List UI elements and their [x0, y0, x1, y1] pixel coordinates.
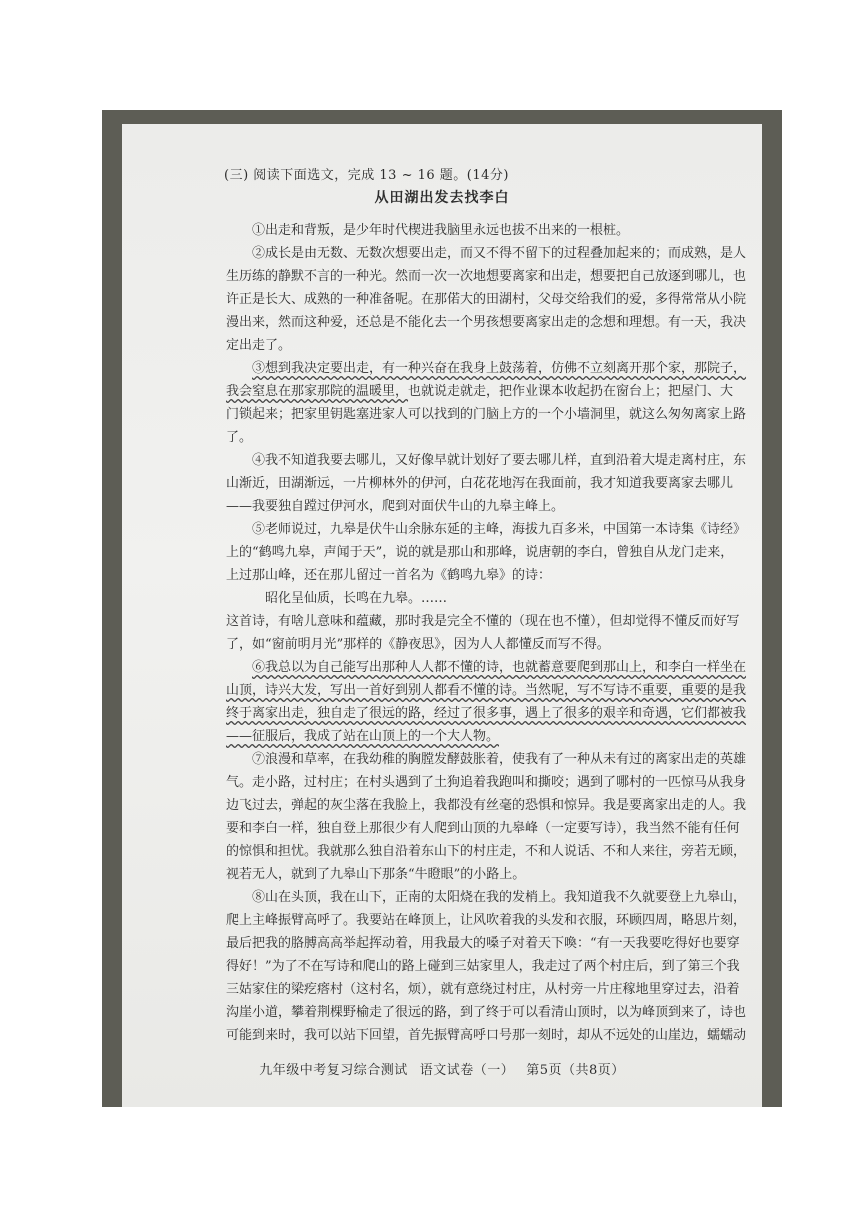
article-body [226, 219, 746, 1047]
photo-backdrop [102, 110, 782, 1107]
footer-subject: 语文试卷（一） [419, 1063, 515, 1078]
underlined-sentence-6: ⑥我总以为自己能写出那种人人都不懂的诗，也就蓄意要爬到那山上，和李白一样坐在山顶，诗兴大发，写出一首好到别人都看不懂的诗。当然呢，写不写诗不重要，重要的是我终于离家出走，独自走了很远的路，经过了很多事，遇上了很多的艰辛和奇遇，它们都被我——征服后，我成了站在山顶上的一个大人物。 [226, 660, 747, 744]
paragraph-5-continued: 这首诗，有啥儿意味和蕴藏，那时我是完全不懂的（现在也不懂），但却觉得不懂反而好写了，如“窗前明月光”那样的《静夜思》，因为人人都懂反而写不得。 [226, 614, 740, 652]
paragraph-8: ⑧山在头顶，我在山下，正南的太阳烧在我的发梢上。我知道我不久就要登上九皋山，爬上主峰振臂高呼了。我要站在峰顶上，让风吹着我的头发和衣服，环顾四周，略思片刻，最后把我的胳膊高高举起挥动着，用我最大的嗓子对着天下喚：“有一天我要吃得好也要穿得好！”为了不在写诗和爬山的路上碰到三姑家里人，我走过了两个村庄后，到了第三个我三姑家住的梁疙瘩村（这村名，烦），就有意绕过村庄，从村旁一片庄稼地里穿过去，沿着沟崖小道，攀着荆棵野榆走了很远的路，到了终于可以看清山顶时，以为峰顶到来了，诗也可能到来时，我可以站下回望，首先振臂高呼口号那一刻时，却从不远处的山崖边，蠕蠕动 [226, 890, 747, 1043]
article-title: 从田湖出发去找李白 [374, 190, 510, 206]
paragraph-1: ①出走和背叛，是少年时代楔进我脑里永远也拔不出来的一根桩。 [252, 223, 630, 238]
paragraph-4: ④我不知道我要去哪儿，又好像早就计划好了要去哪儿样，直到沿着大堤走离村庄，东山渐近，田湖渐远，一片柳林外的伊河，白花花地泻在我面前，我才知道我要离家去哪儿——我要独自蹚过伊河水，爬到对面伏牛山的九皋主峰上。 [226, 453, 747, 514]
paragraph-2: ②成长是由无数、无数次想要出走，而又不得不留下的过程叠加起来的；而成熟，是人生历练的静默不言的一种光。然而一次一次地想要离家和出走，想要把自己放逐到哪儿，也许正是长大、成熟的一种准备呢。在那偌大的田湖村，父母交给我们的爱，多得常常从小院漫出来，然而这种爱，还总是不能化去一个男孩想要离家出走的念想和理想。有一天，我决定出走了。 [226, 246, 747, 353]
poem-quote: 昭化呈仙质，长鸣在九皋。…… [265, 591, 448, 606]
paragraph-7: ⑦浪漫和草率，在我幼稚的胸膛发酵鼓胀着，使我有了一种从未有过的离家出走的英雄气。走小路，过村庄；在村头遇到了土狗追着我跑叫和撕咬；遇到了哪村的一匹惊马从我身边飞过去，弹起的灰尘落在我脸上，我都没有丝毫的恐惧和惊异。我是要离家出走的人。我要和李白一样，独自登上那很少有人爬到山顶的九皋峰（一定要写诗），我当然不能有任何的惊惧和担忧。我就那么独自沿着东山下的村庄走，不和人说话、不和人来往，旁若无顾，视若无人，就到了九皋山下那条“牛瞪眼”的小路上。 [226, 752, 747, 882]
footer-exam-name: 九年级中考复习综合测试 [259, 1063, 408, 1078]
section-header: (三) 阅读下面选文，完成 13 ~ 16 题。(14分) [224, 168, 509, 183]
footer-page-number: 第5页（共8页） [526, 1063, 625, 1078]
page-footer [122, 1059, 762, 1082]
exam-page [122, 124, 762, 1107]
paragraph-6 [226, 656, 746, 748]
paragraph-3-rest: 也就说走就走，把作业课本收起扔在窗台上；把屋门、大门锁起来；把家里钥匙塞进家人可以找到的门脑上方的一个小墙洞里，就这么匆匆离家上路了。 [226, 384, 747, 445]
underlined-sentence-3: ③想到我决定要出走，有一种兴奋在我身上鼓荡着，仿佛不立刻离开那个家，那院子，我会窒息在那家那院的温暖里， [226, 361, 747, 399]
paragraph-3 [226, 357, 746, 449]
paragraph-5: ⑤老师说过，九皋是伏牛山余脉东延的主峰，海拔九百多米，中国第一本诗集《诗经》上的“鹤鸣九皋，声闻于天”，说的就是那山和那峰，说唐朝的李白，曾独自从龙门走来，上过那山峰，还在那儿留过一首名为《鹤鸣九皋》的诗： [226, 522, 747, 583]
